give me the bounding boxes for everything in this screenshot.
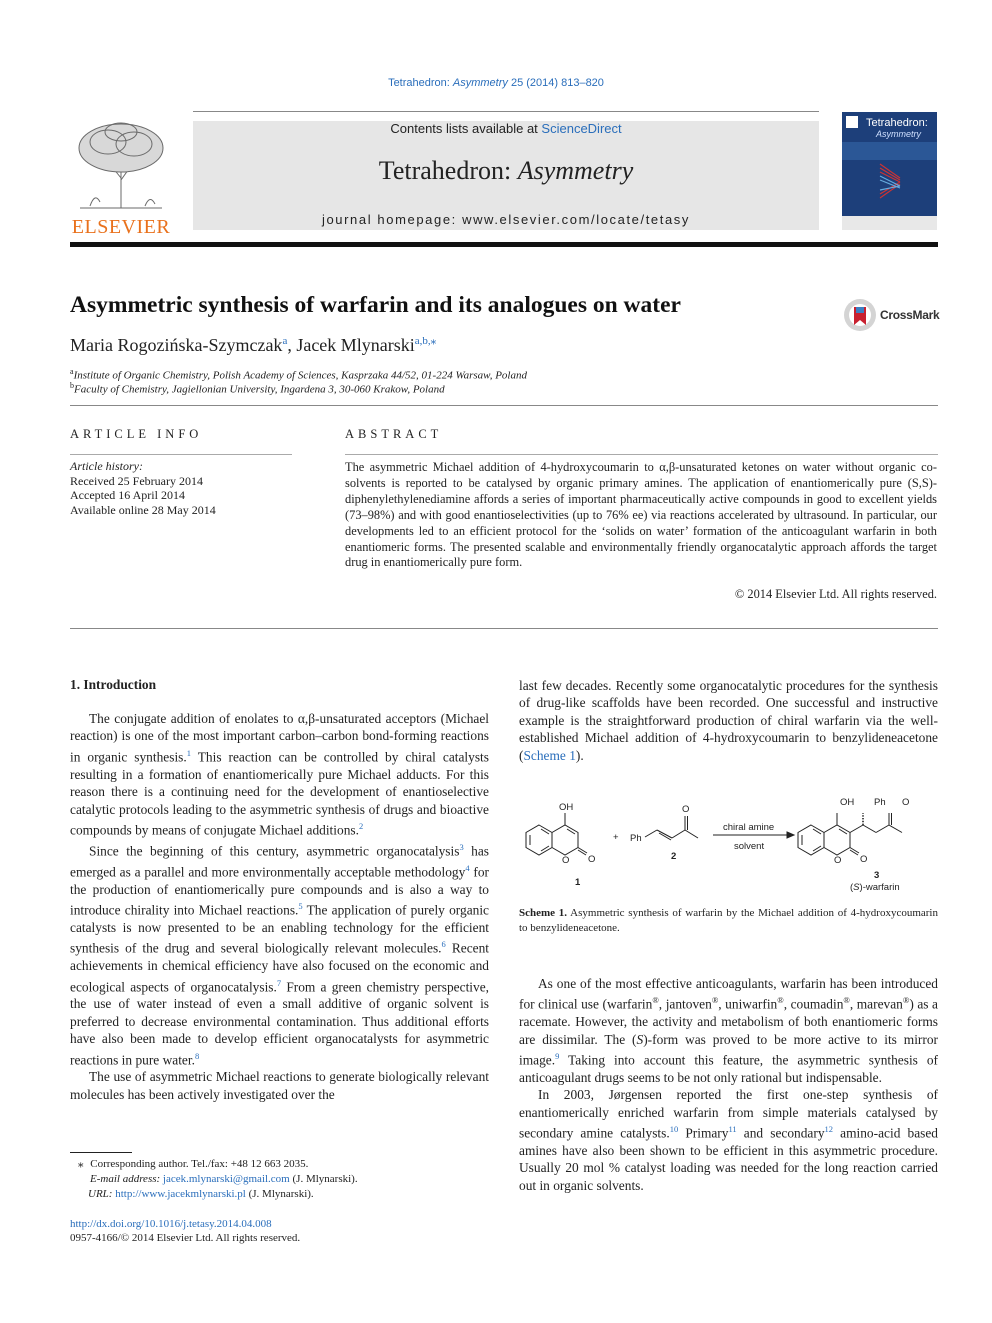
elsevier-logo[interactable] [70, 118, 172, 238]
affiliation-a [70, 367, 527, 382]
crossmark-icon [843, 298, 877, 332]
intro-paragraph-1 [70, 710, 489, 839]
stereo-letter: S [636, 1031, 644, 1047]
author-1[interactable]: Maria Rogozińska-Szymczak [70, 335, 283, 355]
author-2-affil[interactable]: a,b,⁎ [414, 335, 437, 347]
scheme-label-o-1: O [562, 855, 570, 866]
abstract-bottom-rule [70, 628, 938, 629]
crossmark-label: CrossMark [880, 308, 940, 322]
author-1-affil[interactable]: a [282, 335, 288, 347]
contents-prefix: Contents lists available at [390, 121, 538, 136]
abstract-rule [345, 454, 938, 455]
author-separator: , [287, 335, 297, 355]
url-label: URL: [88, 1188, 113, 1200]
header-bottom-rule [70, 242, 938, 247]
registered-mark: ® [777, 995, 784, 1006]
scheme-1-figure [519, 790, 938, 900]
reference-8[interactable]: 8 [194, 1050, 200, 1061]
scheme-label-ph-2: Ph [630, 833, 642, 844]
text-span: The conjugate addition of enolates to α,β-unsaturated acceptors (Michael reaction) is one of the most important carbon–carbon bond-forming reactions in organic synthesis. [70, 711, 489, 765]
compound-3-stereo: S [853, 882, 860, 893]
text-span: and secondary [736, 1125, 825, 1141]
journal-name-italic: Asymmetry [517, 156, 634, 185]
reference-7[interactable]: 7 [276, 977, 282, 988]
text-span: This reaction can be controlled by chiral catalysts resulting in a formation of enantiomerically pure Michael adducts. For this reason there is a continuing need for the development of enantioselective catalytic protocols leading to the asymmetric synthesis of drugs and bioactive compounds by means of conjugate Michael additions. [70, 749, 489, 838]
scheme-1-caption-text: Asymmetric synthesis of warfarin by the Michael addition of 4-hydroxycoumarin to benzylideneacetone. [519, 907, 938, 934]
intro-paragraph-3: The use of asymmetric Michael reactions to generate biologically relevant molecules has been actively investigated over the [70, 1069, 489, 1102]
right-paragraph-2 [519, 975, 938, 1086]
url-owner: (J. Mlynarski). [248, 1188, 314, 1200]
registered-mark: ® [843, 995, 850, 1006]
issn-line: 0957-4166/© 2014 Elsevier Ltd. All rights reserved. [70, 1232, 301, 1244]
text-span: Since the beginning of this century, asymmetric organocatalysis [89, 843, 460, 859]
text-span: The application of purely organic catalysts is now presented to be an enabling technology for the efficient synthesis of the drug and several biologically relevant molecules. [70, 902, 489, 956]
left-column [70, 710, 489, 1103]
citation-journal-italic: Asymmetry [452, 77, 508, 89]
elsevier-wordmark: ELSEVIER [71, 216, 171, 238]
author-list [70, 334, 436, 356]
abstract-text: The asymmetric Michael addition of 4-hydroxycoumarin to α,β-unsaturated ketones on water without organic co-solvents is reported to be catalysed by organic primary amines. The application of enantiomerically pure (S,S)-diphenylethylenediamine affords a series of important pharmaceutically active compounds in good to excellent yields (73–98%) and with good enantioselectivities (up to 76% ee) via reactions accelerated by ultrasound. In particular, our developments led to an efficient protocol for the ‘solids on water’ formation of the anticoagulant warfarin in both enantiomeric forms. The presented scalable and environmentally friendly organocatalytic approach affords the target drug in enantiomerically pure form. [345, 460, 937, 570]
affiliation-b-text: Faculty of Chemistry, Jagiellonian University, Ingardena 3, 30-060 Krakow, Poland [74, 383, 445, 396]
cover-art-icon [842, 112, 937, 230]
right-paragraph-3 [519, 1086, 938, 1194]
scheme-label-o-1b: O [588, 854, 596, 865]
registered-mark: ® [711, 995, 719, 1006]
affiliation-b-mark: b [70, 381, 74, 390]
text-span: In 2003, Jørgensen reported the first one-step synthesis of enantiomerically enriched warfarin from simple materials catalysed by secondary amine catalysts. [519, 1087, 938, 1141]
cover-subtitle: Asymmetry [876, 129, 921, 139]
reference-12[interactable]: 12 [824, 1124, 834, 1135]
reference-3[interactable]: 3 [459, 841, 464, 852]
doi-link-text[interactable]: http://dx.doi.org/10.1016/j.tetasy.2014.04.008 [70, 1218, 272, 1230]
scheme-label-o-2: O [682, 804, 690, 815]
section-heading-introduction: 1. Introduction [70, 677, 157, 692]
article-history [70, 459, 216, 517]
text-span: last few decades. Recently some organocatalytic procedures for the synthesis of drug-like scaffolds have been recorded. One successful and instructive example is the straightforward production of chiral warfarin via the well-established Michael addition of 4-hydroxycoumarin to benzylideneacetone ( [519, 678, 938, 763]
affiliation-a-text: Institute of Organic Chemistry, Polish Academy of Sciences, Kasprzaka 44/52, 01-224 Warsaw, Poland [73, 369, 527, 382]
article-info-rule [70, 454, 292, 455]
journal-name [193, 156, 819, 186]
history-accepted: Accepted 16 April 2014 [70, 488, 185, 503]
scheme-1-caption-label: Scheme 1. [519, 907, 568, 919]
footnote-corresponding-text: Corresponding author. Tel./fax: +48 12 663 2035. [90, 1158, 309, 1170]
history-received: Received 25 February 2014 [70, 473, 203, 488]
affiliation-rule [70, 405, 938, 406]
citation-volume: 25 (2014) 813–820 [510, 77, 604, 89]
text-span: Primary [678, 1125, 729, 1141]
journal-homepage[interactable]: journal homepage: www.elsevier.com/locate/tetasy [321, 212, 690, 227]
text-span: ) as a racemate. However, the activity and metabolism of both enantiomeric forms are dissimilar. The ( [519, 996, 938, 1047]
header-top-rule [193, 111, 819, 112]
email-owner: (J. Mlynarski). [292, 1173, 358, 1185]
reference-11[interactable]: 11 [728, 1124, 737, 1135]
abstract-heading: ABSTRACT [345, 427, 443, 441]
text-span: Taking into account this feature, the asymmetric synthesis of anticoagulant drugs seems to be not only rational but indispensable. [519, 1052, 938, 1085]
history-label: Article history: [70, 459, 143, 473]
compound-3-label: 3 [874, 870, 880, 881]
doi-link[interactable] [70, 1217, 272, 1232]
registered-mark: ® [652, 995, 659, 1006]
journal-cover[interactable] [842, 112, 937, 230]
scheme-1-link[interactable]: Scheme 1 [523, 747, 576, 763]
right-column-bottom [519, 975, 938, 1194]
text-span: , marevan [849, 996, 903, 1012]
affiliation-b [70, 381, 445, 396]
scheme-label-o-3c: O [860, 854, 868, 865]
affiliation-a-mark: a [70, 367, 74, 376]
reference-1[interactable]: 1 [186, 747, 191, 758]
author-2[interactable]: Jacek Mlynarski [296, 335, 415, 355]
scheme-arrow-bottom: solvent [734, 841, 765, 852]
footnote-star: ⁎ [78, 1158, 84, 1170]
scheme-label-o-3: O [902, 797, 910, 808]
text-span: has emerged as a parallel and more environmentally acceptable methodology [70, 843, 490, 880]
scheme-plus: + [613, 832, 619, 843]
text-span: , uniwarfin [718, 996, 778, 1012]
cover-title: Tetrahedron: [866, 117, 928, 129]
text-span: From a green chemistry perspective, the use of water instead of even a small additive of organic solvent is preferred to decrease environmental contamination. Thus additional efforts have also been made to develop efficient organocatalysts for asymmetric reactions in pure water. [70, 978, 489, 1068]
text-span: )-form was proved to be more active to its mirror image. [519, 1031, 938, 1068]
scheme-label-ph-3: Ph [874, 797, 886, 808]
reference-2[interactable]: 2 [358, 820, 364, 831]
text-span: amino-acid based amines have also been shown to be efficient in this asymmetric procedure. Usually 20 mol % catalyst loading was needed for the long reaction carried out in organic solvents. [519, 1125, 938, 1193]
email-label: E-mail address: [90, 1173, 161, 1185]
reference-10[interactable]: 10 [669, 1124, 679, 1135]
footnote-corresponding [78, 1157, 308, 1172]
reference-4[interactable]: 4 [465, 862, 470, 873]
email-link[interactable]: jacek.mlynarski@gmail.com [162, 1173, 290, 1185]
reference-6[interactable]: 6 [441, 939, 446, 950]
reference-5[interactable]: 5 [298, 900, 303, 911]
abstract-copyright: © 2014 Elsevier Ltd. All rights reserved. [734, 587, 937, 601]
scheme-arrow-top: chiral amine [723, 822, 775, 833]
scheme-label-oh-3: OH [840, 797, 855, 808]
reference-9[interactable]: 9 [555, 1051, 560, 1062]
citation-journal: Tetrahedron: [388, 77, 450, 89]
article-title: Asymmetric synthesis of warfarin and its analogues on water [70, 292, 681, 318]
crossmark-badge[interactable] [843, 298, 943, 334]
text-span: As one of the most effective anticoagulants, warfarin has been introduced for clinical use (warfarin [519, 976, 938, 1012]
text-span: Recent achievements in chemical efficiency have also focused on the economic and ecological aspects of organocatalysis. [70, 940, 489, 994]
text-span: for the production of enantiomerically pure compounds and is also a way to introduce chirality into Michael reactions. [70, 864, 489, 918]
right-paragraph-1 [519, 677, 938, 764]
scheme-label-o-3b: O [834, 855, 842, 866]
reaction-scheme-icon [519, 790, 938, 900]
scheme-label-oh-1: OH [559, 802, 574, 813]
journal-name-plain: Tetrahedron: [378, 156, 512, 185]
text-span: , jantoven [658, 996, 712, 1012]
homepage-link[interactable]: http://www.jacekmlynarski.pl [115, 1188, 246, 1200]
intro-paragraph-2 [70, 839, 489, 1069]
text-span: , coumadin [783, 996, 844, 1012]
history-online: Available online 28 May 2014 [70, 502, 216, 517]
elsevier-tree-icon [70, 118, 172, 210]
contents-line [193, 121, 819, 136]
compound-2-label: 2 [671, 851, 677, 862]
compound-3-name-rest: -warfarin [862, 882, 900, 893]
registered-mark: ® [902, 995, 910, 1006]
text-span: ). [575, 747, 584, 763]
sciencedirect-link[interactable]: ScienceDirect [541, 121, 622, 136]
footnote-email [90, 1172, 358, 1187]
footnote-rule [70, 1152, 132, 1153]
journal-citation[interactable] [0, 77, 992, 89]
compound-1-label: 1 [575, 877, 581, 888]
footnote-url [88, 1187, 314, 1202]
right-column-top [519, 677, 938, 764]
compound-3-name: (S)-warfarin [850, 882, 900, 893]
article-info-heading: ARTICLE INFO [70, 427, 203, 441]
scheme-1-caption [519, 906, 938, 935]
